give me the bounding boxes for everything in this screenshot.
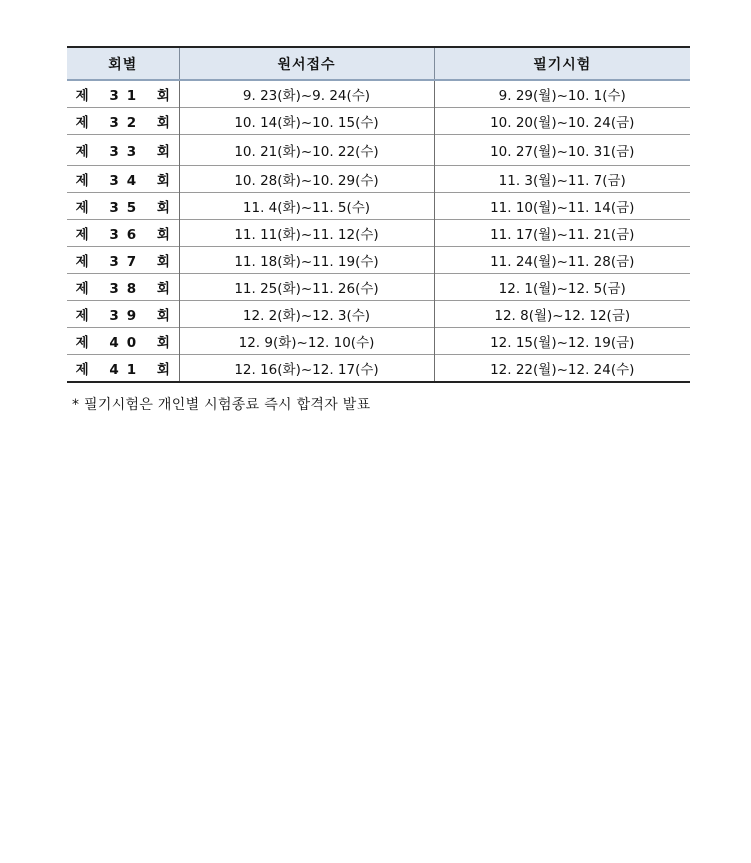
round-cell: 제 38 회 [67, 274, 179, 301]
table-row [67, 135, 690, 166]
exam-cell: 11. 24(월)~11. 28(금) [434, 247, 690, 274]
application-cell: 10. 28(화)~10. 29(수) [179, 166, 434, 193]
application-cell: 11. 25(화)~11. 26(수) [179, 274, 434, 301]
exam-cell: 12. 8(월)~12. 12(금) [434, 301, 690, 328]
exam-cell: 12. 1(월)~12. 5(금) [434, 274, 690, 301]
footnote: * 필기시험은 개인별 시험종료 즉시 합격자 발표 [72, 397, 371, 413]
round-cell: 제 35 회 [67, 193, 179, 220]
table-row [67, 247, 690, 274]
header-round: 회별 [67, 47, 179, 80]
application-cell: 11. 11(화)~11. 12(수) [179, 220, 434, 247]
application-cell: 10. 14(화)~10. 15(수) [179, 108, 434, 135]
application-cell: 12. 9(화)~12. 10(수) [179, 328, 434, 355]
round-cell: 제 32 회 [67, 108, 179, 135]
table-row [67, 355, 690, 383]
exam-cell: 11. 17(월)~11. 21(금) [434, 220, 690, 247]
exam-cell: 12. 22(월)~12. 24(수) [434, 355, 690, 383]
round-cell: 제 34 회 [67, 166, 179, 193]
table-row [67, 274, 690, 301]
table-row [67, 328, 690, 355]
application-cell: 11. 4(화)~11. 5(수) [179, 193, 434, 220]
exam-cell: 10. 20(월)~10. 24(금) [434, 108, 690, 135]
round-cell: 제 33 회 [67, 135, 179, 166]
exam-cell: 10. 27(월)~10. 31(금) [434, 135, 690, 166]
exam-cell: 9. 29(월)~10. 1(수) [434, 80, 690, 108]
application-cell: 12. 2(화)~12. 3(수) [179, 301, 434, 328]
round-cell: 제 36 회 [67, 220, 179, 247]
application-cell: 10. 21(화)~10. 22(수) [179, 135, 434, 166]
application-cell: 9. 23(화)~9. 24(수) [179, 80, 434, 108]
table-row [67, 166, 690, 193]
table-header-row [67, 47, 690, 80]
round-cell: 제 37 회 [67, 247, 179, 274]
table-row [67, 108, 690, 135]
exam-cell: 11. 10(월)~11. 14(금) [434, 193, 690, 220]
exam-cell: 11. 3(월)~11. 7(금) [434, 166, 690, 193]
exam-cell: 12. 15(월)~12. 19(금) [434, 328, 690, 355]
application-cell: 12. 16(화)~12. 17(수) [179, 355, 434, 383]
round-cell: 제 40 회 [67, 328, 179, 355]
round-cell: 제 39 회 [67, 301, 179, 328]
header-application: 원서접수 [179, 47, 434, 80]
table-row [67, 301, 690, 328]
table-row [67, 80, 690, 108]
round-cell: 제 41 회 [67, 355, 179, 383]
table-row [67, 193, 690, 220]
application-cell: 11. 18(화)~11. 19(수) [179, 247, 434, 274]
table-row [67, 220, 690, 247]
round-cell: 제 31 회 [75, 88, 178, 104]
header-exam: 필기시험 [434, 47, 690, 80]
exam-schedule-table [67, 46, 690, 383]
